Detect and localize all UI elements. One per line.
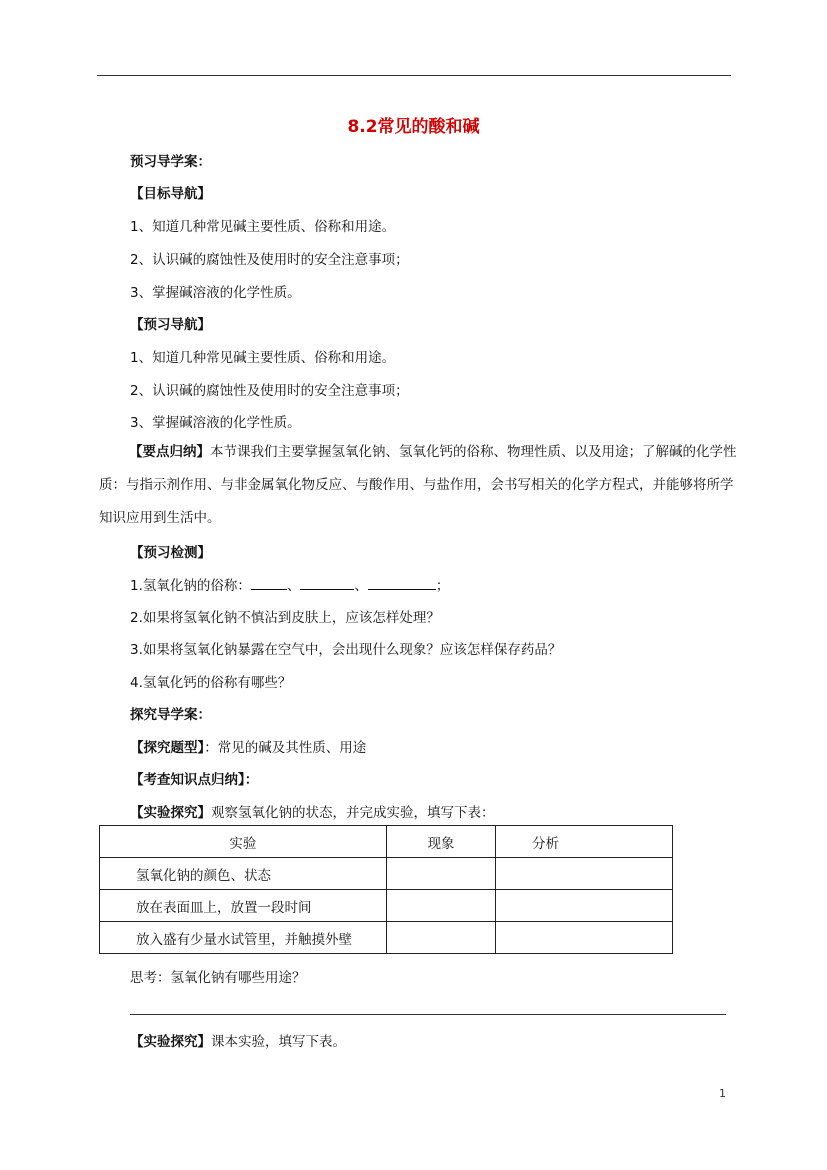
table-cell[interactable] bbox=[386, 890, 495, 922]
preview-nav-item: 1、知道几种常见碱主要性质、俗称和用途。 bbox=[130, 350, 396, 366]
answer-line[interactable] bbox=[130, 1014, 726, 1015]
explore-topic-label: 【探究题型】 bbox=[130, 740, 205, 756]
table-header: 实验 bbox=[100, 826, 387, 858]
knowledge-heading: 【考查知识点归纳】： bbox=[130, 772, 259, 788]
preview-heading: 预习导学案： bbox=[130, 154, 211, 170]
answer-blank[interactable] bbox=[251, 577, 287, 590]
separator: 、 bbox=[354, 578, 368, 594]
table-cell: 氢氧化钠的颜色、状态 bbox=[100, 858, 387, 890]
page-number: 1 bbox=[719, 1087, 726, 1100]
table-cell: 放在表面皿上，放置一段时间 bbox=[100, 890, 387, 922]
table-header-row bbox=[100, 826, 673, 858]
header-rule bbox=[97, 75, 731, 76]
table-cell[interactable] bbox=[386, 858, 495, 890]
question-2: 2.如果将氢氧化钠不慎沾到皮肤上，应该怎样处理？ bbox=[130, 610, 440, 626]
table-row bbox=[100, 858, 673, 890]
preview-nav-item: 2、认识碱的腐蚀性及使用时的安全注意事项； bbox=[130, 383, 409, 399]
table-cell[interactable] bbox=[496, 922, 673, 954]
preview-nav-heading: 【预习导航】 bbox=[130, 317, 211, 333]
question-3: 3.如果将氢氧化钠暴露在空气中，会出现什么现象？应该怎样保存药品？ bbox=[130, 642, 562, 658]
goal-heading: 【目标导航】 bbox=[130, 186, 211, 202]
table-cell[interactable] bbox=[386, 922, 495, 954]
key-points-paragraph bbox=[99, 436, 739, 535]
table-row bbox=[100, 922, 673, 954]
table-header: 分析 bbox=[496, 826, 673, 858]
goal-item: 2、认识碱的腐蚀性及使用时的安全注意事项； bbox=[130, 252, 409, 268]
question-4: 4.氢氧化钙的俗称有哪些？ bbox=[130, 675, 292, 691]
table-header: 现象 bbox=[386, 826, 495, 858]
answer-blank[interactable] bbox=[300, 577, 354, 590]
question-1-prefix: 1.氢氧化钠的俗称： bbox=[130, 578, 251, 594]
table-cell: 放入盛有少量水试管里，并触摸外壁 bbox=[100, 922, 387, 954]
experiment-1-label: 【实验探究】 bbox=[130, 805, 211, 821]
separator: 、 bbox=[286, 578, 301, 594]
experiment-2-text: 课本实验，填写下表。 bbox=[211, 1034, 346, 1050]
goal-item: 3、掌握碱溶液的化学性质。 bbox=[130, 285, 301, 301]
experiment-1-text: 观察氢氧化钠的状态，并完成实验，填写下表： bbox=[211, 805, 495, 821]
experiment-table bbox=[99, 825, 673, 954]
preview-nav-item: 3、掌握碱溶液的化学性质。 bbox=[130, 415, 301, 431]
table-cell[interactable] bbox=[496, 890, 673, 922]
separator: ； bbox=[435, 578, 450, 594]
goal-item: 1、知道几种常见碱主要性质、俗称和用途。 bbox=[130, 219, 396, 235]
key-points-text: 本节课我们主要掌握氢氧化钠、氢氧化钙的俗称、物理性质、以及用途；了解碱的化学性质：与指示剂作用、与非金属氧化物反应、与酸作用、与盐作用，会书写相关的化学方程式，并能够将所学知识应用到生活中。 bbox=[99, 444, 737, 526]
explore-topic bbox=[130, 736, 366, 756]
experiment-1 bbox=[130, 801, 495, 821]
explore-heading: 探究导学案： bbox=[130, 707, 211, 723]
explore-topic-text: ：常见的碱及其性质、用途 bbox=[204, 740, 367, 756]
experiment-2-label: 【实验探究】 bbox=[130, 1034, 211, 1050]
question-1 bbox=[130, 574, 449, 594]
table-row bbox=[100, 890, 673, 922]
experiment-2 bbox=[130, 1030, 346, 1050]
answer-blank[interactable] bbox=[368, 577, 436, 590]
key-points-label: 【要点归纳】 bbox=[129, 444, 210, 460]
preview-check-heading: 【预习检测】 bbox=[130, 545, 211, 561]
page-title: 8.2常见的酸和碱 bbox=[347, 117, 480, 137]
think-question: 思考：氢氧化钠有哪些用途？ bbox=[130, 970, 306, 986]
table-cell[interactable] bbox=[496, 858, 673, 890]
